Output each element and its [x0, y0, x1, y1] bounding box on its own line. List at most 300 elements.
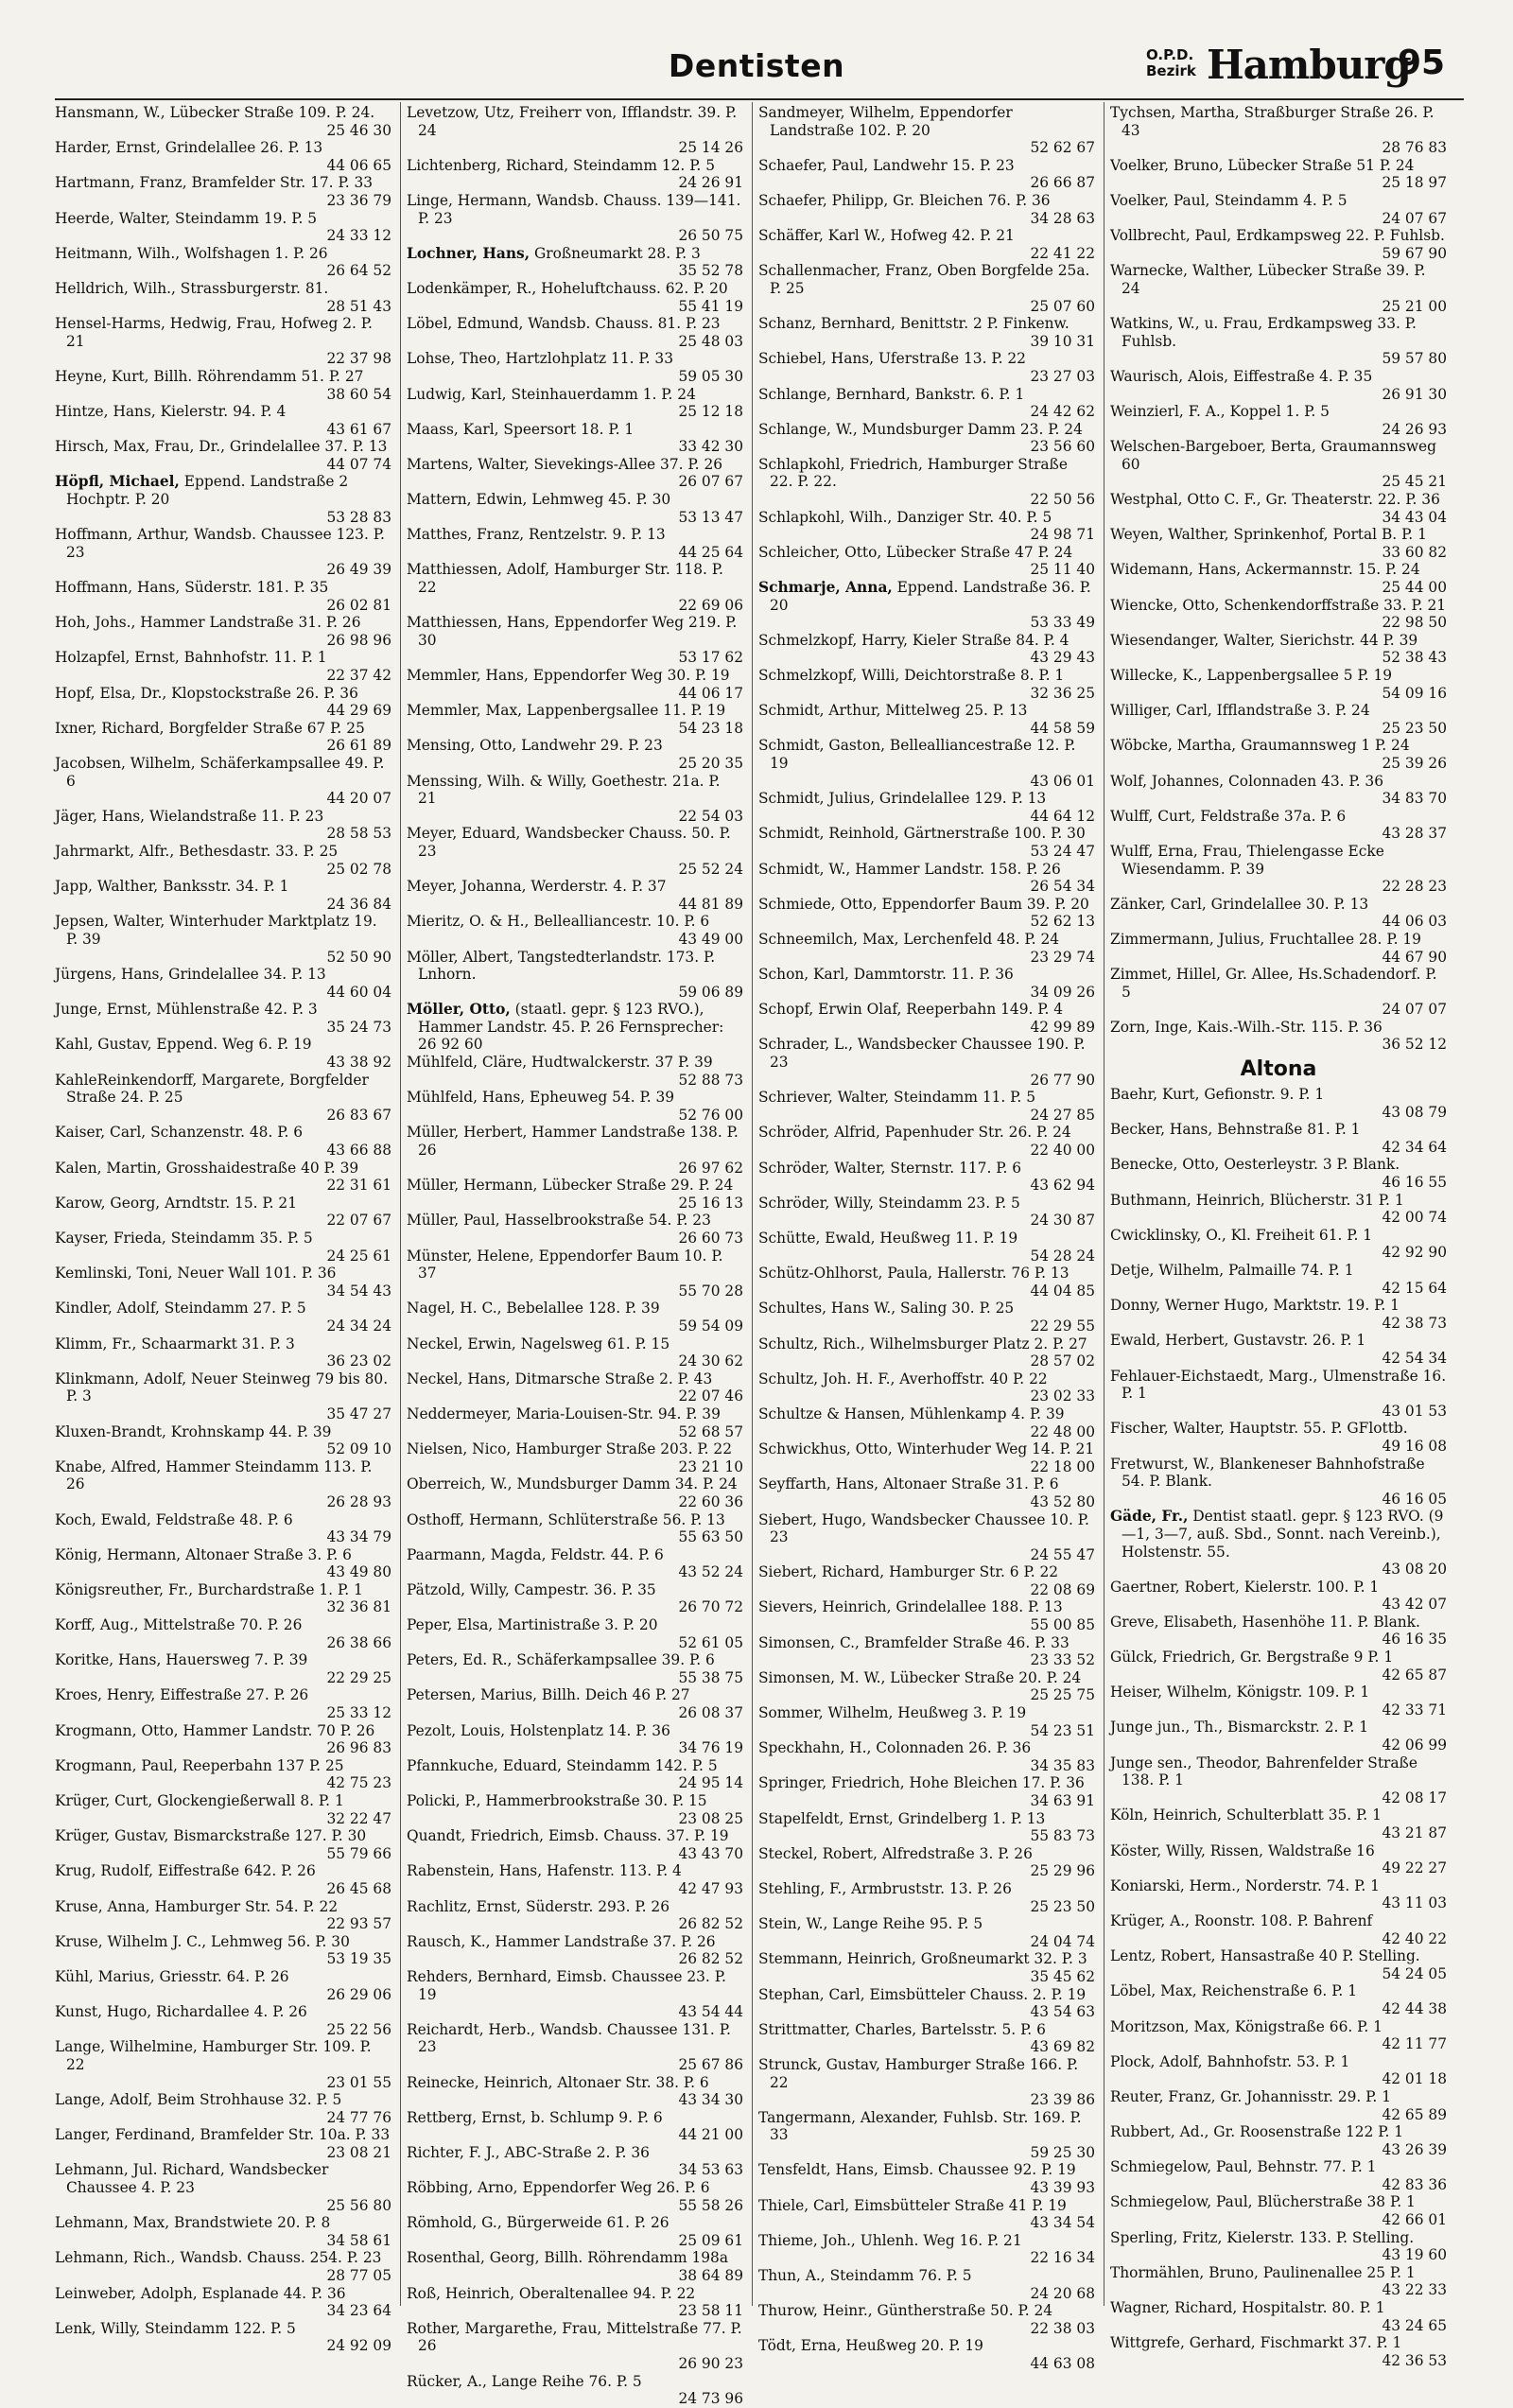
phone-number: 22 41 22 [1030, 244, 1095, 262]
phone-number: 26 28 93 [326, 1492, 391, 1510]
entry-text: Thun, A., Steindamm 76. P. 5 [758, 2267, 972, 2285]
phone-number: 44 20 07 [326, 790, 391, 808]
phone-number: 44 07 74 [326, 455, 391, 473]
phone-number: 25 48 03 [678, 332, 743, 350]
phone-number: 43 28 37 [1382, 825, 1447, 843]
phone-number: 43 19 60 [1382, 2246, 1447, 2264]
directory-entry [407, 2320, 743, 2373]
column-divider [752, 102, 753, 2306]
phone-number: 23 01 55 [326, 2073, 391, 2091]
entry-text: Levetzow, Utz, Freiherr von, Ifflandstr. 39. P. 24 [407, 104, 738, 139]
entry-text: Schröder, Walter, Sternstr. 117. P. 6 [758, 1159, 1022, 1177]
column-3 [758, 104, 1095, 2372]
entry-text: Jepsen, Walter, Winterhuder Marktplatz 19. P. 39 [55, 913, 377, 948]
phone-number: 46 16 35 [1382, 1631, 1447, 1649]
entry-text: Rehders, Bernhard, Eimsb. Chaussee 23. P. 19 [407, 1967, 726, 2003]
entry-text: Klinkmann, Adolf, Neuer Steinweg 79 bis 80. P. 3 [55, 1370, 389, 1405]
directory-entry [1110, 1579, 1447, 1614]
directory-entry [55, 755, 391, 808]
entry-text: Tödt, Erna, Heußweg 20. P. 19 [758, 2337, 983, 2355]
directory-entry [758, 896, 1095, 931]
entry-text: Rabenstein, Hans, Hafenstr. 113. P. 4 [407, 1862, 682, 1880]
phone-number: 43 08 20 [1382, 1561, 1447, 1579]
phone-number: 55 38 75 [678, 1668, 743, 1686]
phone-number: 26 49 39 [326, 561, 391, 579]
directory-entry [55, 210, 391, 245]
phone-number: 28 51 43 [326, 297, 391, 315]
directory-entry [758, 2267, 1095, 2302]
phone-number: 26 08 37 [678, 1704, 743, 1722]
phone-number: 26 66 87 [1030, 174, 1095, 192]
directory-entry [407, 2109, 743, 2144]
directory-entry [758, 966, 1095, 1001]
phone-number: 42 00 74 [1382, 1209, 1447, 1227]
directory-entry [55, 2249, 391, 2284]
entry-text: Zorn, Inge, Kais.-Wilh.-Str. 115. P. 36 [1110, 1018, 1383, 1036]
directory-entry [758, 227, 1095, 262]
entry-text: Schrader, L., Wandsbecker Chaussee 190. P. 23 [758, 1036, 1086, 1072]
directory-entry [758, 2337, 1095, 2372]
directory-entry [407, 1177, 743, 1212]
directory-entry [407, 386, 743, 421]
entry-text: Jacobsen, Wilhelm, Schäferkampsallee 49. P. 6 [55, 754, 385, 790]
entry-text: Harder, Ernst, Grindelallee 26. P. 13 [55, 139, 323, 157]
directory-entry [758, 1230, 1095, 1265]
directory-entry [1110, 2158, 1447, 2193]
city-name: Hamburg [1207, 42, 1411, 88]
directory-entry [407, 2021, 743, 2074]
entry-text: Osthoff, Hermann, Schlüterstraße 56. P. 13 [407, 1510, 725, 1528]
directory-entry [55, 280, 391, 315]
directory-entry [758, 104, 1095, 157]
directory-entry [407, 1898, 743, 1933]
phone-number: 25 23 50 [1030, 1897, 1095, 1915]
directory-entry [1110, 157, 1447, 192]
directory-entry [407, 737, 743, 772]
directory-entry [758, 1669, 1095, 1704]
directory-entry [407, 1475, 743, 1510]
entry-text: Mühlfeld, Hans, Epheuweg 54. P. 39 [407, 1089, 675, 1107]
entry-text: Schultz, Joh. H. F., Averhoffstr. 40 P. 22 [758, 1370, 1048, 1387]
entry-text: Schiebel, Hans, Uferstraße 13. P. 22 [758, 350, 1026, 368]
directory-entry [758, 1370, 1095, 1405]
entry-text: Mühlfeld, Cläre, Hudtwalckerstr. 37 P. 39 [407, 1054, 713, 1072]
phone-number: 26 07 67 [678, 473, 743, 491]
entry-text: Schlapkohl, Friedrich, Hamburger Straße 22. P. 22. [758, 455, 1068, 491]
directory-entry [758, 1036, 1095, 1089]
directory-entry [407, 1405, 743, 1440]
phone-number: 43 38 92 [326, 1054, 391, 1072]
directory-entry [758, 1195, 1095, 1230]
directory-entry [1110, 737, 1447, 772]
entry-text: Voelker, Bruno, Lübecker Straße 51 P. 24 [1110, 156, 1415, 174]
phone-number: 46 16 05 [1382, 1490, 1447, 1508]
phone-number: 25 67 86 [678, 2055, 743, 2073]
entry-text: Schultz, Rich., Wilhelmsburger Platz 2. P. 27 [758, 1335, 1087, 1352]
directory-entry [758, 1774, 1095, 1809]
entry-text: Paarmann, Magda, Feldstr. 44. P. 6 [407, 1545, 664, 1563]
phone-number: 26 02 81 [326, 596, 391, 614]
entry-text: Lehmann, Max, Brandstwiete 20. P. 8 [55, 2214, 331, 2232]
directory-entry [55, 1757, 391, 1792]
directory-entry [1110, 1420, 1447, 1455]
directory-entry [758, 350, 1095, 385]
entry-text: Karow, Georg, Arndtstr. 15. P. 21 [55, 1194, 298, 1212]
phone-number: 26 45 68 [326, 1879, 391, 1897]
phone-number: 22 50 56 [1030, 491, 1095, 509]
entry-text: Röbbing, Arno, Eppendorfer Weg 26. P. 6 [407, 2179, 710, 2197]
column-4 [1110, 104, 1447, 2369]
directory-entry [55, 473, 391, 526]
entry-text: Koch, Ewald, Feldstraße 48. P. 6 [55, 1510, 293, 1528]
directory-entry [407, 878, 743, 913]
phone-number: 22 40 00 [1030, 1142, 1095, 1160]
directory-entry [55, 1616, 391, 1651]
directory-entry [1110, 1754, 1447, 1807]
entry-text: Schopf, Erwin Olaf, Reeperbahn 149. P. 4 [758, 1001, 1064, 1019]
entry-text: Heiser, Wilhelm, Königstr. 109. P. 1 [1110, 1684, 1370, 1701]
directory-entry [1110, 438, 1447, 491]
directory-entry [55, 1265, 391, 1300]
directory-entry [55, 1933, 391, 1968]
directory-entry [407, 1862, 743, 1897]
district-label [1146, 47, 1203, 79]
phone-number: 42 01 18 [1382, 2070, 1447, 2088]
directory-entry [1110, 561, 1447, 596]
entry-text: Schneemilch, Max, Lerchenfeld 48. P. 24 [758, 930, 1060, 948]
phone-number: 43 52 80 [1030, 1492, 1095, 1510]
entry-text: Matthiessen, Adolf, Hamburger Str. 118. P. 22 [407, 561, 723, 597]
entry-text: Zimmermann, Julius, Fruchtallee 28. P. 19 [1110, 930, 1421, 948]
phone-number: 52 62 67 [1030, 139, 1095, 157]
phone-number: 22 07 46 [678, 1387, 743, 1405]
phone-number: 33 42 30 [678, 438, 743, 456]
directory-entry [1110, 192, 1447, 227]
phone-number: 44 67 90 [1382, 948, 1447, 966]
entry-text: Lentz, Robert, Hansastraße 40 P. Stelling. [1110, 1947, 1420, 1965]
entry-text: Schaefer, Philipp, Gr. Bleichen 76. P. 36 [758, 191, 1051, 209]
phone-number: 43 61 67 [326, 420, 391, 438]
phone-number: 32 36 81 [326, 1598, 391, 1616]
phone-number: 25 07 60 [1030, 297, 1095, 315]
entry-text: Springer, Friedrich, Hohe Bleichen 17. P. 36 [758, 1774, 1085, 1792]
entry-text: Ixner, Richard, Borgfelder Straße 67 P. 25 [55, 719, 365, 737]
phone-number: 24 36 84 [326, 895, 391, 913]
phone-number: 43 01 53 [1382, 1402, 1447, 1420]
phone-number: 35 24 73 [326, 1018, 391, 1036]
entry-text: Waurisch, Alois, Eiffestraße 4. P. 35 [1110, 367, 1373, 385]
phone-number: 43 54 44 [678, 2003, 743, 2021]
phone-number: 42 11 77 [1382, 2035, 1447, 2053]
entry-text: Wittgrefe, Gerhard, Fischmarkt 37. P. 1 [1110, 2334, 1402, 2352]
entry-text: Roß, Heinrich, Oberaltenallee 94. P. 22 [407, 2284, 696, 2302]
phone-number: 26 61 89 [326, 737, 391, 755]
directory-entry [55, 720, 391, 755]
directory-entry [758, 421, 1095, 456]
directory-entry [55, 438, 391, 473]
directory-entry [758, 2056, 1095, 2109]
directory-entry [407, 1370, 743, 1405]
entry-text: Neckel, Erwin, Nagelsweg 61. P. 15 [407, 1335, 670, 1352]
entry-text: Wagner, Richard, Hospitalstr. 80. P. 1 [1110, 2299, 1385, 2317]
directory-entry [55, 2091, 391, 2126]
phone-number: 38 64 89 [678, 2267, 743, 2285]
directory-entry [55, 1370, 391, 1423]
directory-entry [1110, 2088, 1447, 2123]
directory-entry [407, 1124, 743, 1177]
entry-text: Welschen-Bargeboer, Berta, Graumannsweg 60 [1110, 438, 1437, 473]
directory-entry [1110, 966, 1447, 1019]
entry-text: Wulff, Erna, Frau, Thielengasse Ecke Wiesendamm. P. 39 [1110, 842, 1384, 878]
directory-entry [1110, 1842, 1447, 1877]
directory-entry [407, 245, 743, 280]
directory-entry [55, 1968, 391, 2003]
directory-entry [1110, 1121, 1447, 1156]
phone-number: 52 61 05 [678, 1633, 743, 1651]
directory-entry [55, 2161, 391, 2214]
entry-text: Seyffarth, Hans, Altonaer Straße 31. P. 6 [758, 1475, 1059, 1493]
phone-number: 25 39 26 [1382, 754, 1447, 772]
entry-text: Menssing, Wilh. & Willy, Goethestr. 21a. P. 21 [407, 772, 721, 808]
entry-text: Rausch, K., Hammer Landstraße 37. P. 26 [407, 1932, 716, 1950]
phone-number: 43 62 94 [1030, 1177, 1095, 1195]
entry-text: Klimm, Fr., Schaarmarkt 31. P. 3 [55, 1335, 295, 1352]
directory-entry [1110, 1456, 1447, 1509]
phone-number: 23 27 03 [1030, 367, 1095, 385]
phone-number: 26 70 72 [678, 1598, 743, 1616]
phone-number: 22 29 55 [1030, 1317, 1095, 1335]
entry-text: Möller, Albert, Tangstedterlandstr. 173. P. Lnhorn. [407, 948, 716, 984]
entry-text: Widemann, Hans, Ackermannstr. 15. P. 24 [1110, 561, 1420, 579]
directory-entry [407, 825, 743, 878]
entry-text: Thormählen, Bruno, Paulinenallee 25 P. 1 [1110, 2263, 1416, 2281]
phone-number: 59 06 89 [678, 983, 743, 1001]
directory-entry [1110, 1227, 1447, 1262]
entry-text: Krüger, A., Roonstr. 108. P. Bahrenf [1110, 1911, 1373, 1929]
directory-entry [55, 2003, 391, 2038]
phone-number: 25 29 96 [1030, 1862, 1095, 1880]
entry-text: Jürgens, Hans, Grindelallee 34. P. 13 [55, 966, 326, 984]
phone-number: 43 11 03 [1382, 1894, 1447, 1912]
phone-number: 26 97 62 [678, 1159, 743, 1177]
phone-number: 25 18 97 [1382, 174, 1447, 192]
directory-entry [407, 1968, 743, 2021]
phone-number: 22 93 57 [326, 1915, 391, 1933]
directory-entry [407, 280, 743, 315]
directory-entry [1110, 702, 1447, 737]
phone-number: 43 39 93 [1030, 2179, 1095, 2197]
directory-entry [407, 2214, 743, 2249]
column-divider [400, 102, 401, 2306]
phone-number: 25 16 13 [678, 1194, 743, 1212]
directory-entry [758, 1739, 1095, 1774]
phone-number: 42 06 99 [1382, 1736, 1447, 1754]
phone-number: 32 36 25 [1030, 684, 1095, 702]
phone-number: 22 18 00 [1030, 1457, 1095, 1475]
phone-number: 26 64 52 [326, 262, 391, 280]
entry-text: Schmiegelow, Paul, Blücherstraße 38 P. 1 [1110, 2193, 1416, 2211]
phone-number: 55 63 50 [678, 1528, 743, 1546]
directory-entry [55, 2038, 391, 2091]
directory-entry [758, 157, 1095, 192]
directory-entry [55, 808, 391, 843]
entry-text: Müller, Herbert, Hammer Landstraße 138. P. 26 [407, 1124, 739, 1160]
entry-text: Hoh, Johs., Hammer Landstraße 31. P. 26 [55, 614, 361, 632]
entry-text: Neckel, Hans, Ditmarsche Straße 2. P. 43 [407, 1370, 713, 1387]
entry-text: Krogmann, Otto, Hammer Landstr. 70 P. 26 [55, 1721, 375, 1739]
phone-number: 42 47 93 [678, 1879, 743, 1897]
phone-number: 28 77 05 [326, 2267, 391, 2285]
entry-text: Memmler, Max, Lappenbergsallee 11. P. 19 [407, 702, 726, 720]
section-heading: Altona [1240, 1057, 1317, 1082]
directory-entry [758, 931, 1095, 966]
entry-text: Rother, Margarethe, Frau, Mittelstraße 77. P. 26 [407, 2319, 742, 2355]
directory-entry [55, 1898, 391, 1933]
directory-entry [1110, 1806, 1447, 1841]
directory-entry [758, 1265, 1095, 1300]
page-title: Dentisten [668, 47, 845, 84]
phone-number: 44 64 12 [1030, 807, 1095, 825]
entry-text: Sommer, Wilhelm, Heußweg 3. P. 19 [758, 1704, 1027, 1722]
phone-number: 24 26 91 [678, 174, 743, 192]
phone-number: 25 45 21 [1382, 473, 1447, 491]
directory-entry [407, 1581, 743, 1616]
directory-entry [407, 1300, 743, 1335]
entry-text: Stein, W., Lange Reihe 95. P. 5 [758, 1915, 983, 1933]
directory-entry [407, 614, 743, 667]
directory-entry [55, 649, 391, 684]
entry-text: Wulff, Curt, Feldstraße 37a. P. 6 [1110, 807, 1347, 825]
entry-text: Fehlauer-Eichstaedt, Marg., Ulmenstraße 16. P. 1 [1110, 1367, 1447, 1403]
phone-number: 43 52 24 [678, 1563, 743, 1581]
directory-entry [758, 1986, 1095, 2021]
phone-number: 52 62 13 [1030, 913, 1095, 931]
entry-text: Rubbert, Ad., Gr. Roosenstraße 122 P. 1 [1110, 2123, 1404, 2141]
entry-text: Oberreich, W., Mundsburger Damm 34. P. 24 [407, 1475, 738, 1493]
directory-entry [1110, 526, 1447, 561]
phone-number: 32 22 47 [326, 1809, 391, 1827]
phone-number: 42 99 89 [1030, 1018, 1095, 1036]
directory-entry [1110, 1192, 1447, 1227]
directory-entry [55, 139, 391, 174]
phone-number: 44 58 59 [1030, 719, 1095, 737]
phone-number: 24 92 09 [326, 2337, 391, 2355]
entry-text: Hopf, Elsa, Dr., Klopstockstraße 26. P. 36 [55, 684, 358, 702]
phone-number: 59 25 30 [1030, 2143, 1095, 2161]
directory-entry [55, 368, 391, 403]
entry-text: Rücker, A., Lange Reihe 76. P. 5 [407, 2372, 642, 2390]
phone-number: 34 35 83 [1030, 1756, 1095, 1774]
entry-text: Schmidt, Arthur, Mittelweg 25. P. 13 [758, 702, 1028, 720]
phone-number: 28 58 53 [326, 825, 391, 843]
directory-entry [758, 1511, 1095, 1564]
entry-text: Junge, Ernst, Mühlenstraße 42. P. 3 [55, 1001, 318, 1019]
phone-number: 54 09 16 [1382, 684, 1447, 702]
phone-number: 44 81 89 [678, 895, 743, 913]
entry-text: Warnecke, Walther, Lübecker Straße 39. P. 24 [1110, 262, 1426, 297]
entry-text: Schaefer, Paul, Landwehr 15. P. 23 [758, 156, 1015, 174]
phone-number: 26 91 30 [1382, 385, 1447, 403]
entry-text: Strittmatter, Charles, Bartelsstr. 5. P. 6 [758, 2020, 1046, 2038]
directory-entry [1110, 1332, 1447, 1367]
directory-entry [55, 1686, 391, 1721]
directory-entry [758, 456, 1095, 509]
directory-entry [758, 2161, 1095, 2196]
entry-text: Schmelzkopf, Willi, Deichtorstraße 8. P. 1 [758, 667, 1065, 684]
entry-text: Cwicklinsky, O., Kl. Freiheit 61. P. 1 [1110, 1226, 1373, 1244]
phone-number: 42 83 36 [1382, 2175, 1447, 2193]
phone-number: 52 09 10 [326, 1440, 391, 1458]
directory-entry [55, 579, 391, 614]
phone-number: 22 29 25 [326, 1668, 391, 1686]
entry-text: Schultze & Hansen, Mühlenkamp 4. P. 39 [758, 1405, 1065, 1422]
phone-number: 25 46 30 [326, 121, 391, 139]
phone-number: 34 53 63 [678, 2161, 743, 2179]
directory-entry [55, 913, 391, 966]
directory-entry [407, 1616, 743, 1651]
phone-number: 24 30 87 [1030, 1212, 1095, 1230]
phone-number: 43 21 87 [1382, 1824, 1447, 1841]
phone-number: 24 98 71 [1030, 526, 1095, 544]
entry-text: Martens, Walter, Sievekings-Allee 37. P. 26 [407, 455, 723, 473]
entry-text: Tangermann, Alexander, Fuhlsb. Str. 169. P. 33 [758, 2108, 1082, 2144]
directory-entry [407, 1212, 743, 1247]
entry-text: Hoffmann, Arthur, Wandsb. Chaussee 123. P. 23 [55, 526, 385, 561]
phone-number: 42 15 64 [1382, 1279, 1447, 1297]
directory-entry [55, 843, 391, 878]
entry-text: Moritzson, Max, Königstraße 66. P. 1 [1110, 2017, 1383, 2035]
entry-text: Simonsen, C., Bramfelder Straße 46. P. 33 [758, 1633, 1070, 1651]
phone-number: 43 29 43 [1030, 649, 1095, 667]
phone-number: 34 54 43 [326, 1282, 391, 1300]
directory-entry [407, 2144, 743, 2179]
entry-text: Krug, Rudolf, Eiffestraße 642. P. 26 [55, 1862, 316, 1880]
directory-entry [758, 2197, 1095, 2232]
directory-entry [55, 1722, 391, 1757]
directory-entry [407, 1686, 743, 1721]
entry-text: Schmarje, Anna, Eppend. Landstraße 36. P. 20 [758, 579, 1091, 614]
entry-text: Jahrmarkt, Alfr., Bethesdastr. 33. P. 25 [55, 842, 339, 860]
phone-number: 25 09 61 [678, 2231, 743, 2249]
entry-text: Königsreuther, Fr., Burchardstraße 1. P. 1 [55, 1580, 363, 1598]
directory-entry [758, 737, 1095, 790]
header-rule [55, 98, 1464, 100]
directory-entry [1110, 2018, 1447, 2053]
directory-entry [758, 2302, 1095, 2337]
directory-entry [758, 1810, 1095, 1845]
entry-text: Siebert, Hugo, Wandsbecker Chaussee 10. P. 23 [758, 1510, 1089, 1546]
directory-entry [55, 1423, 391, 1458]
phone-number: 22 98 50 [1382, 614, 1447, 632]
directory-entry [758, 1598, 1095, 1633]
directory-entry [758, 544, 1095, 579]
directory-entry [758, 262, 1095, 315]
entry-text: Langer, Ferdinand, Bramfelder Str. 10a. P. 33 [55, 2126, 391, 2144]
entry-text: Koritke, Hans, Hauersweg 7. P. 39 [55, 1651, 308, 1669]
phone-number: 23 08 25 [678, 1809, 743, 1827]
phone-number: 43 24 65 [1382, 2316, 1447, 2334]
directory-entry [758, 1335, 1095, 1370]
directory-entry [55, 403, 391, 438]
entry-text: Krogmann, Paul, Reeperbahn 137 P. 25 [55, 1756, 344, 1774]
phone-number: 43 42 07 [1382, 1596, 1447, 1614]
entry-text: Lichtenberg, Richard, Steindamm 12. P. 5 [407, 156, 716, 174]
phone-number: 42 34 64 [1382, 1138, 1447, 1156]
phone-number: 24 04 74 [1030, 1932, 1095, 1950]
phone-number: 52 38 43 [1382, 649, 1447, 667]
phone-number: 22 16 34 [1030, 2249, 1095, 2267]
phone-number: 43 08 79 [1382, 1103, 1447, 1121]
